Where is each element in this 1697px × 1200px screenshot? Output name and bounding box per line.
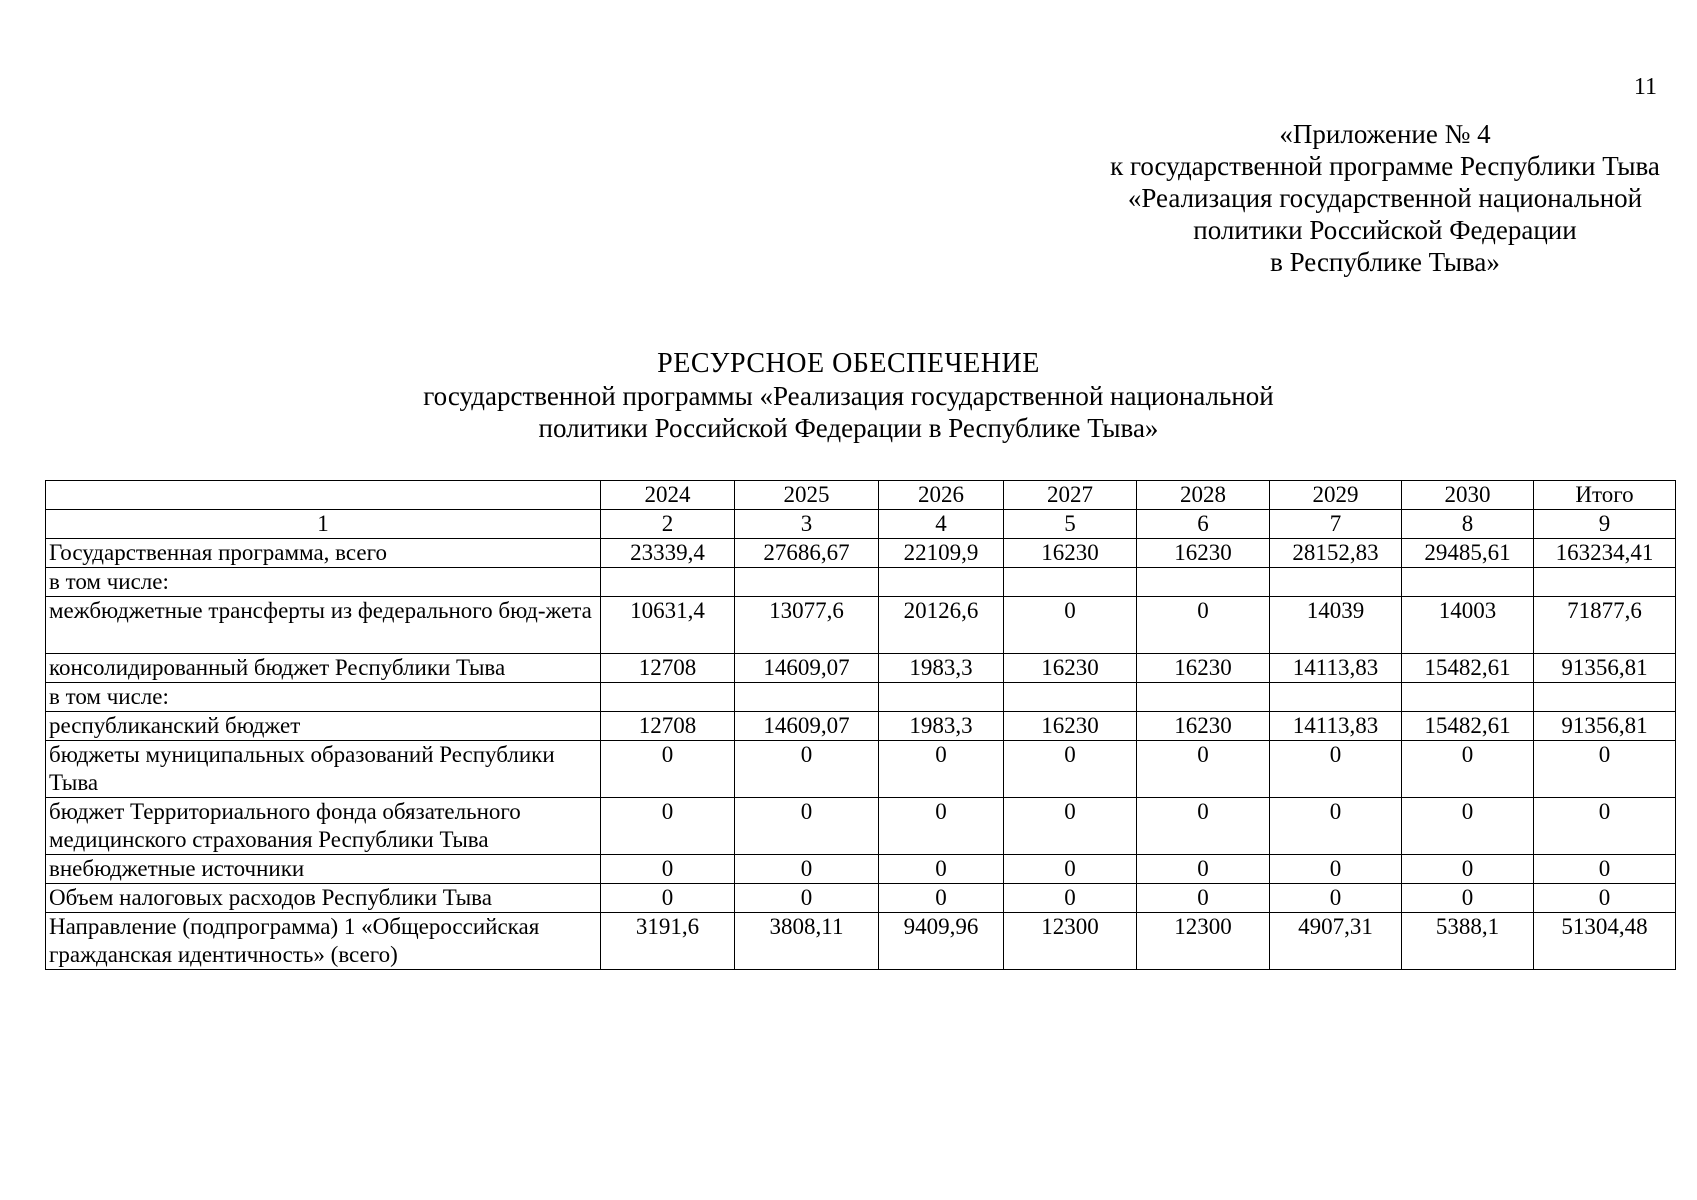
cell-value: 12708 bbox=[601, 712, 735, 741]
cell-value: 0 bbox=[735, 798, 879, 855]
header-cell-empty bbox=[46, 481, 601, 510]
cell-value: 0 bbox=[1137, 741, 1270, 798]
cell-value: 0 bbox=[1004, 855, 1137, 884]
cell-value: 0 bbox=[1137, 597, 1270, 654]
cell-value: 0 bbox=[1004, 798, 1137, 855]
cell-value: 0 bbox=[1534, 798, 1676, 855]
header-year: 2028 bbox=[1137, 481, 1270, 510]
cell-value: 14113,83 bbox=[1270, 654, 1402, 683]
row-label: республиканский бюджет bbox=[46, 712, 601, 741]
cell-value bbox=[735, 683, 879, 712]
cell-value: 0 bbox=[735, 855, 879, 884]
cell-value bbox=[1137, 568, 1270, 597]
header-total: Итого bbox=[1534, 481, 1676, 510]
cell-value: 14113,83 bbox=[1270, 712, 1402, 741]
cell-value bbox=[1004, 568, 1137, 597]
row-label: Направление (подпрограмма) 1 «Общероссийская гражданская идентичность» (всего) bbox=[46, 913, 601, 970]
cell-value: 28152,83 bbox=[1270, 539, 1402, 568]
header-row-numbers bbox=[46, 510, 1676, 539]
cell-value: 0 bbox=[601, 855, 735, 884]
appendix-line: «Приложение № 4 bbox=[1279, 119, 1491, 149]
table-row bbox=[46, 798, 1676, 855]
cell-value: 29485,61 bbox=[1402, 539, 1534, 568]
cell-value bbox=[1534, 568, 1676, 597]
cell-value: 0 bbox=[1004, 884, 1137, 913]
row-label: внебюджетные источники bbox=[46, 855, 601, 884]
header-year: 2025 bbox=[735, 481, 879, 510]
cell-value: 0 bbox=[601, 741, 735, 798]
cell-value: 51304,48 bbox=[1534, 913, 1676, 970]
cell-value bbox=[1270, 568, 1402, 597]
cell-value: 0 bbox=[1137, 798, 1270, 855]
appendix-line: политики Российской Федерации bbox=[1193, 215, 1577, 245]
cell-value: 27686,67 bbox=[735, 539, 879, 568]
cell-value: 0 bbox=[1270, 855, 1402, 884]
column-number: 6 bbox=[1137, 510, 1270, 539]
cell-value: 12708 bbox=[601, 654, 735, 683]
cell-value: 14003 bbox=[1402, 597, 1534, 654]
column-number: 1 bbox=[46, 510, 601, 539]
cell-value: 0 bbox=[1402, 741, 1534, 798]
table-row bbox=[46, 654, 1676, 683]
cell-value: 16230 bbox=[1004, 539, 1137, 568]
column-number: 8 bbox=[1402, 510, 1534, 539]
table-row bbox=[46, 712, 1676, 741]
cell-value bbox=[601, 683, 735, 712]
column-number: 7 bbox=[1270, 510, 1402, 539]
table-row bbox=[46, 884, 1676, 913]
cell-value: 5388,1 bbox=[1402, 913, 1534, 970]
cell-value bbox=[1004, 683, 1137, 712]
cell-value: 1983,3 bbox=[879, 654, 1004, 683]
title-line: государственной программы «Реализация государственной национальной bbox=[423, 381, 1274, 411]
cell-value: 0 bbox=[879, 884, 1004, 913]
appendix-line: к государственной программе Республики Тыва bbox=[1110, 151, 1660, 181]
cell-value: 0 bbox=[1534, 884, 1676, 913]
column-number: 2 bbox=[601, 510, 735, 539]
cell-value: 12300 bbox=[1004, 913, 1137, 970]
cell-value: 0 bbox=[879, 798, 1004, 855]
cell-value: 0 bbox=[1004, 741, 1137, 798]
column-number: 9 bbox=[1534, 510, 1676, 539]
cell-value: 15482,61 bbox=[1402, 712, 1534, 741]
cell-value: 9409,96 bbox=[879, 913, 1004, 970]
cell-value: 0 bbox=[601, 884, 735, 913]
cell-value bbox=[1137, 683, 1270, 712]
row-label: бюджет Территориального фонда обязательного медицинского страхования Республики Тыва bbox=[46, 798, 601, 855]
cell-value: 0 bbox=[1137, 855, 1270, 884]
header-year: 2024 bbox=[601, 481, 735, 510]
cell-value: 10631,4 bbox=[601, 597, 735, 654]
header-year: 2027 bbox=[1004, 481, 1137, 510]
cell-value: 3808,11 bbox=[735, 913, 879, 970]
cell-value bbox=[601, 568, 735, 597]
cell-value: 23339,4 bbox=[601, 539, 735, 568]
cell-value: 0 bbox=[1137, 884, 1270, 913]
table-row bbox=[46, 741, 1676, 798]
cell-value: 0 bbox=[1534, 855, 1676, 884]
row-label: в том числе: bbox=[46, 683, 601, 712]
cell-value: 20126,6 bbox=[879, 597, 1004, 654]
cell-value bbox=[1534, 683, 1676, 712]
cell-value: 16230 bbox=[1137, 539, 1270, 568]
cell-value: 0 bbox=[1402, 884, 1534, 913]
column-number: 3 bbox=[735, 510, 879, 539]
cell-value: 0 bbox=[1270, 798, 1402, 855]
resource-table bbox=[45, 480, 1676, 970]
header-row-years bbox=[46, 481, 1676, 510]
cell-value: 4907,31 bbox=[1270, 913, 1402, 970]
appendix-line: в Республике Тыва» bbox=[1270, 247, 1500, 277]
cell-value: 0 bbox=[1402, 855, 1534, 884]
cell-value: 14609,07 bbox=[735, 654, 879, 683]
table-row bbox=[46, 539, 1676, 568]
cell-value: 0 bbox=[1402, 798, 1534, 855]
table-row bbox=[46, 855, 1676, 884]
title-main: РЕСУРСНОЕ ОБЕСПЕЧЕНИЕ bbox=[657, 348, 1040, 379]
table-row bbox=[46, 597, 1676, 654]
cell-value: 0 bbox=[879, 741, 1004, 798]
row-label: Объем налоговых расходов Республики Тыва bbox=[46, 884, 601, 913]
cell-value: 0 bbox=[601, 798, 735, 855]
cell-value bbox=[1402, 683, 1534, 712]
row-label: межбюджетные трансферты из федерального бюд-жета bbox=[46, 597, 601, 654]
cell-value bbox=[879, 568, 1004, 597]
table-row bbox=[46, 568, 1676, 597]
table-row bbox=[46, 683, 1676, 712]
page-number: 11 bbox=[1633, 74, 1657, 100]
cell-value: 16230 bbox=[1137, 712, 1270, 741]
cell-value: 0 bbox=[1004, 597, 1137, 654]
cell-value: 13077,6 bbox=[735, 597, 879, 654]
cell-value: 14039 bbox=[1270, 597, 1402, 654]
cell-value: 91356,81 bbox=[1534, 712, 1676, 741]
cell-value: 0 bbox=[1270, 884, 1402, 913]
cell-value: 16230 bbox=[1004, 654, 1137, 683]
cell-value bbox=[1402, 568, 1534, 597]
cell-value: 16230 bbox=[1004, 712, 1137, 741]
cell-value: 1983,3 bbox=[879, 712, 1004, 741]
document-title bbox=[0, 348, 1697, 444]
table-row bbox=[46, 913, 1676, 970]
cell-value: 0 bbox=[879, 855, 1004, 884]
title-line: политики Российской Федерации в Республике Тыва» bbox=[538, 413, 1159, 443]
header-year: 2029 bbox=[1270, 481, 1402, 510]
column-number: 5 bbox=[1004, 510, 1137, 539]
appendix-note bbox=[1035, 118, 1697, 278]
cell-value: 0 bbox=[735, 741, 879, 798]
cell-value: 0 bbox=[735, 884, 879, 913]
column-number: 4 bbox=[879, 510, 1004, 539]
cell-value: 15482,61 bbox=[1402, 654, 1534, 683]
cell-value: 0 bbox=[1270, 741, 1402, 798]
header-year: 2030 bbox=[1402, 481, 1534, 510]
cell-value: 163234,41 bbox=[1534, 539, 1676, 568]
cell-value bbox=[879, 683, 1004, 712]
cell-value: 14609,07 bbox=[735, 712, 879, 741]
cell-value bbox=[1270, 683, 1402, 712]
row-label: в том числе: bbox=[46, 568, 601, 597]
cell-value: 0 bbox=[1534, 741, 1676, 798]
row-label: консолидированный бюджет Республики Тыва bbox=[46, 654, 601, 683]
row-label: бюджеты муниципальных образований Республики Тыва bbox=[46, 741, 601, 798]
cell-value: 22109,9 bbox=[879, 539, 1004, 568]
cell-value: 16230 bbox=[1137, 654, 1270, 683]
header-year: 2026 bbox=[879, 481, 1004, 510]
appendix-line: «Реализация государственной национальной bbox=[1127, 183, 1643, 213]
cell-value: 12300 bbox=[1137, 913, 1270, 970]
cell-value: 91356,81 bbox=[1534, 654, 1676, 683]
row-label: Государственная программа, всего bbox=[46, 539, 601, 568]
cell-value bbox=[735, 568, 879, 597]
cell-value: 3191,6 bbox=[601, 913, 735, 970]
cell-value: 71877,6 bbox=[1534, 597, 1676, 654]
